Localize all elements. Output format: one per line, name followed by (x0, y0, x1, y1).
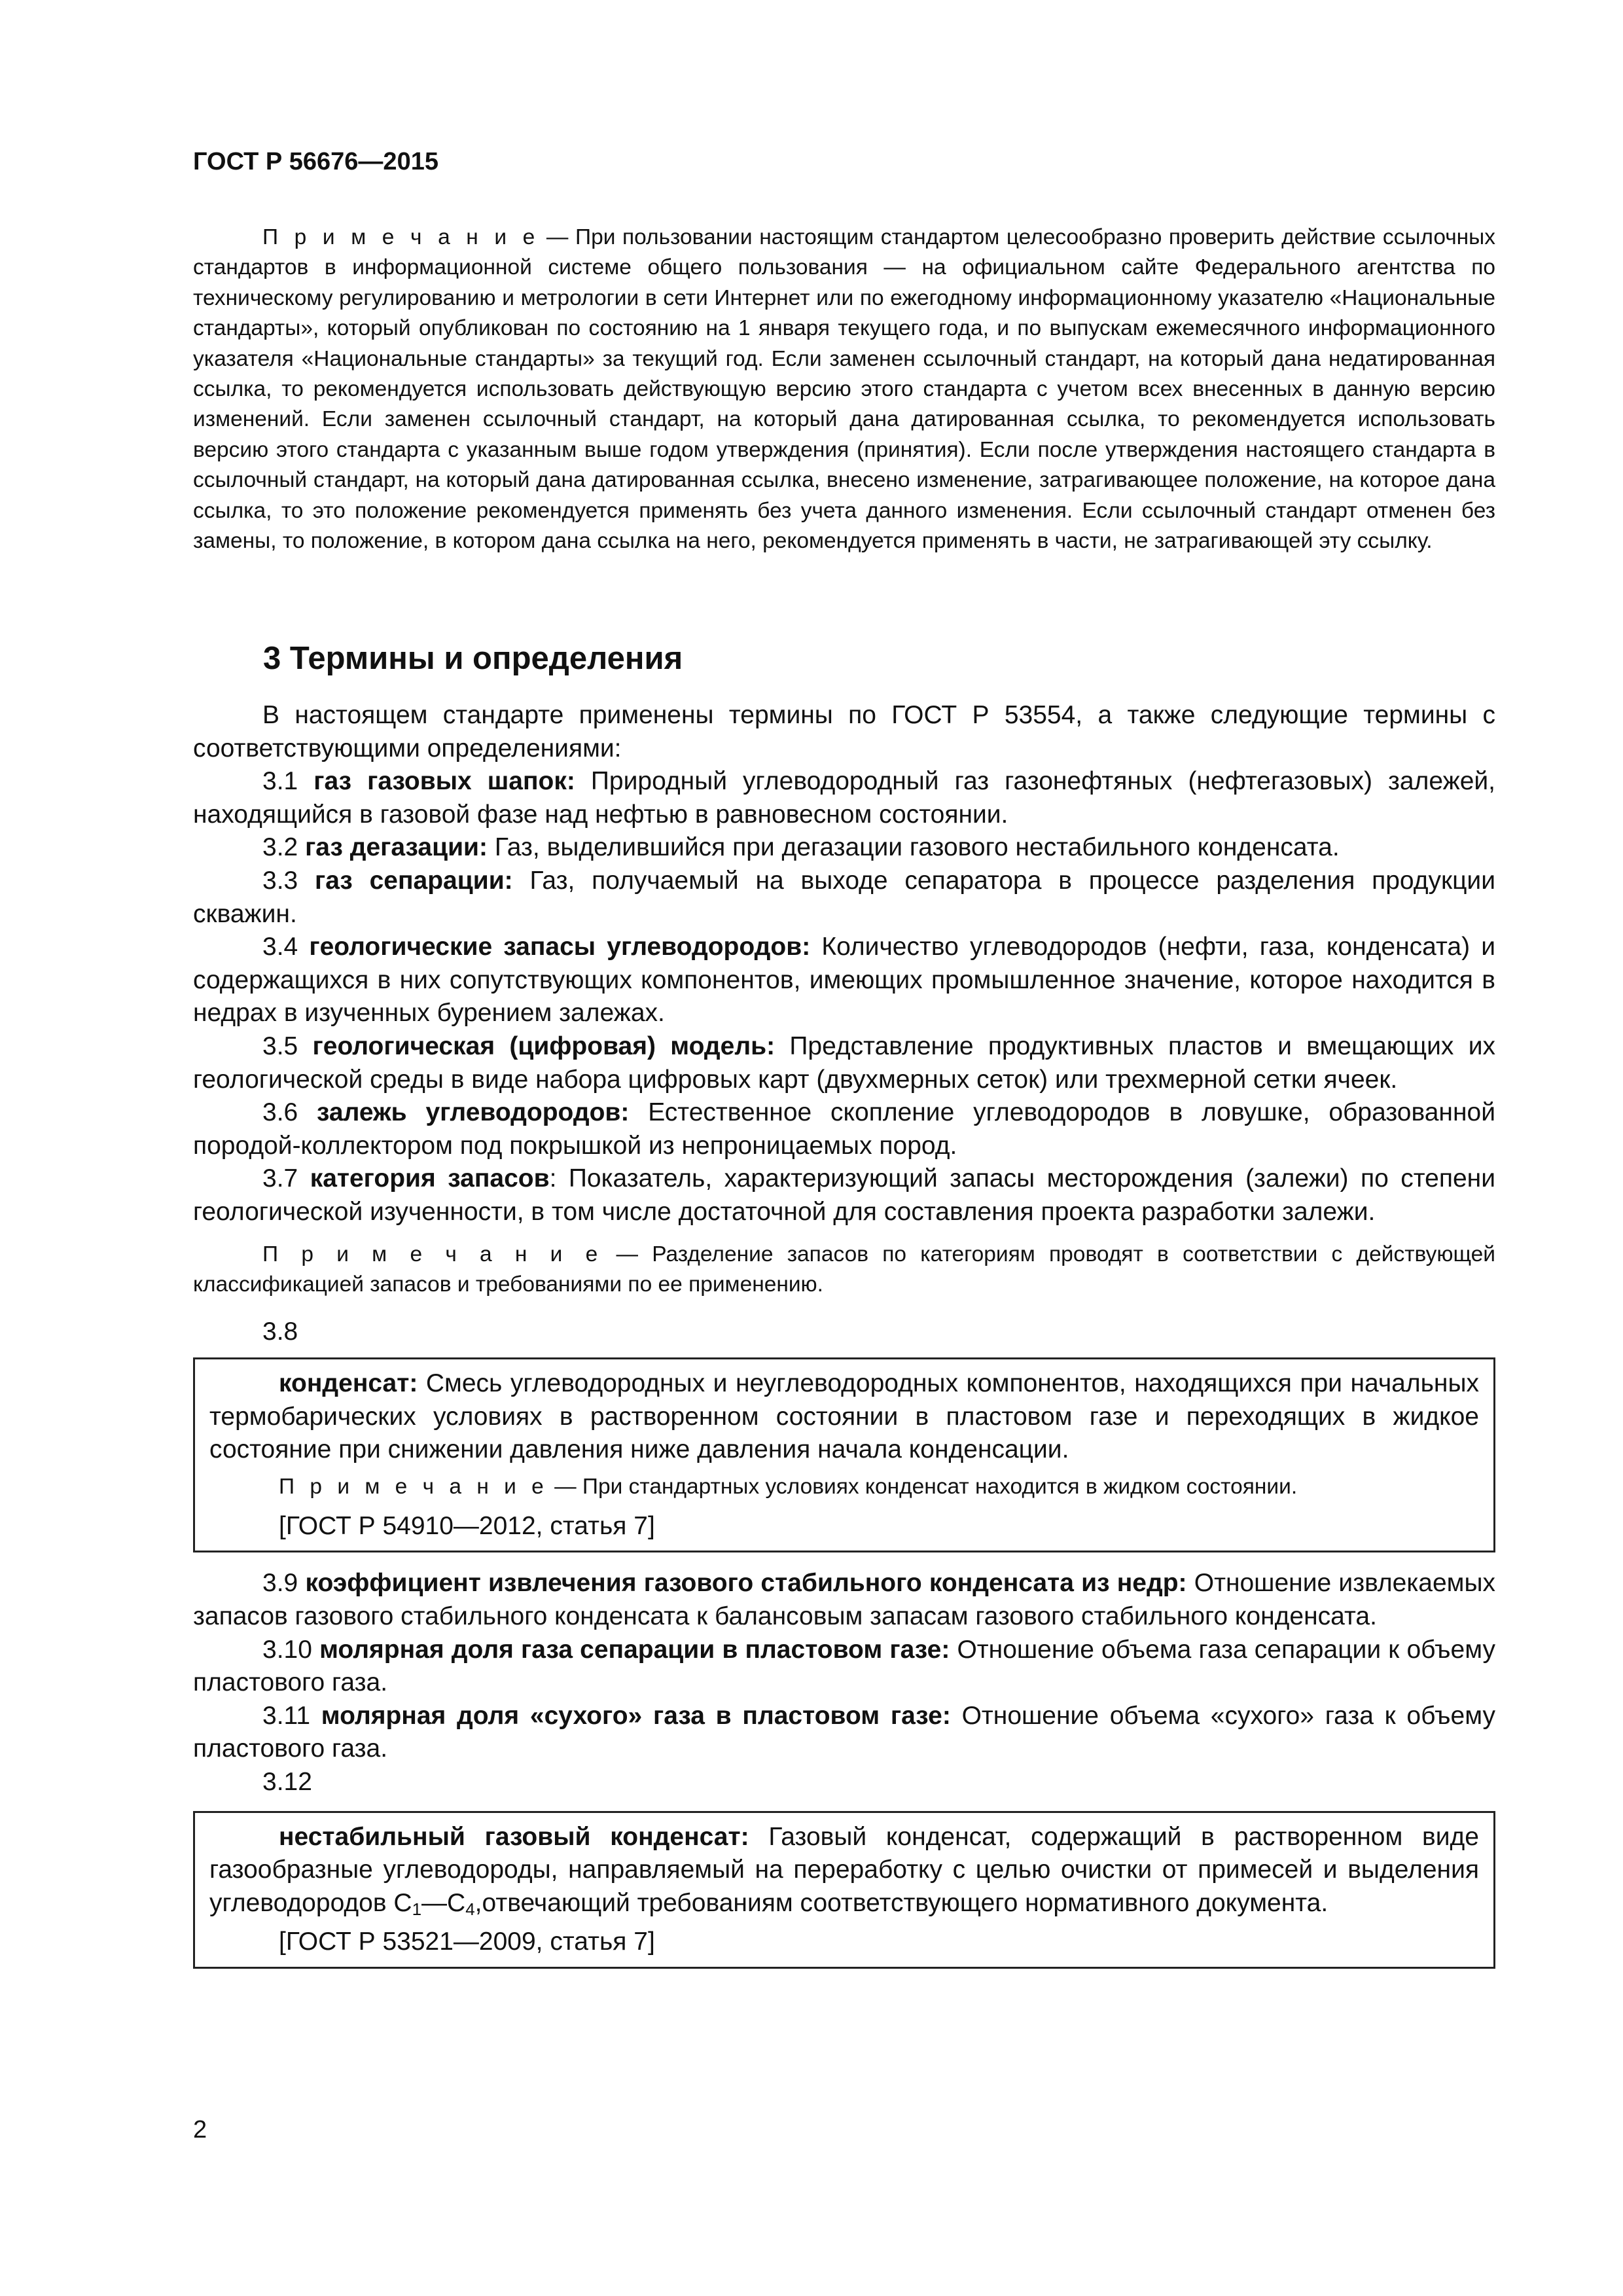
section-intro: В настоящем стандарте применены термины по ГОСТ Р 53554, а также следующие термины с соответствующими определениями: (193, 701, 1495, 762)
term-definition: Отношение объема «сухого» газа к объему пластового газа. (193, 1701, 1495, 1763)
term-name: газ газовых шапок: (313, 767, 575, 796)
term-name: коэффициент извлечения газового стабильного конденсата из недр: (305, 1569, 1187, 1598)
term-3-4 (193, 931, 1495, 1030)
term-name: нестабильный газовый конденсат: (279, 1822, 749, 1851)
term-definition: Газ, получаемый на выходе сепаратора в процессе разделения продукции скважин. (193, 866, 1495, 928)
term-definition: Природный углеводородный газ газонефтяных (нефтегазовых) залежей, находящийся в газовой фазе над нефтью в равновесном состоянии. (193, 767, 1496, 829)
term-3-3 (193, 865, 1495, 931)
term-3-12-reference: [ГОСТ Р 53521—2009, статья 7] (279, 1928, 655, 1956)
term-number: 3.3 (262, 866, 315, 895)
term-3-12 (209, 1821, 1479, 1926)
term-definition: Представление продуктивных пластов и вмещающих их геологической среды в виде набора цифровых карт (двухмерных сеток) или трехмерной сетки ячеек. (193, 1031, 1495, 1094)
term-number: 3.10 (262, 1635, 320, 1664)
term-3-8-note (209, 1472, 1479, 1502)
term-definition: Естественное скопление углеводородов в ловушке, образованной породой-коллектором под покрышкой из непроницаемых пород. (193, 1098, 1495, 1160)
term-definition: Отношение извлекаемых запасов газового стабильного конденсата к балансовым запасам газового стабильного конденсата. (193, 1569, 1495, 1631)
reference-note (193, 223, 1495, 556)
terms-body (193, 699, 1495, 1969)
term-definition: Смесь углеводородных и неуглеводородных компонентов, находящихся при начальных термобарических условиях в растворенном состоянии в пластовом газе и переходящих в жидкое состояние при снижении давления ниже давления начала конденсации. (209, 1369, 1479, 1464)
term-definition-end: ,отвечающий требованиям соответствующего нормативного документа. (474, 1888, 1329, 1917)
term-number: 3.1 (262, 767, 314, 796)
term-number: 3.4 (262, 933, 310, 961)
subscript: 4 (465, 1899, 475, 1919)
term-name: газ дегазации: (305, 833, 488, 862)
section-title: 3 Термины и определения (263, 641, 683, 676)
term-definition: Отношение объема газа сепарации к объему пластового газа. (193, 1635, 1495, 1697)
term-name: конденсат: (279, 1369, 418, 1398)
note-label: П р и м е ч а н и е (262, 1242, 603, 1266)
term-3-2 (193, 831, 1495, 865)
term-3-5 (193, 1030, 1495, 1096)
term-name: молярная доля «сухого» газа в пластовом газе: (321, 1701, 951, 1730)
term-3-12-number: 3.12 (262, 1768, 312, 1797)
term-3-9 (193, 1567, 1495, 1633)
term-name: газ сепарации: (315, 866, 513, 895)
note-label: П р и м е ч а н и е (279, 1474, 548, 1499)
note-text: — Разделение запасов по категориям проводят в соответствии с действующей классификацией запасов и требованиями по ее применению. (193, 1242, 1495, 1297)
term-name: залежь углеводородов: (317, 1098, 630, 1127)
term-number: 3.5 (262, 1031, 313, 1060)
term-definition: Газовый конденсат, содержащий в растворенном виде газообразные углеводороды, направляемый на переработку с целью очистки от примесей и выделения углеводородов С (209, 1822, 1479, 1917)
term-3-11 (193, 1700, 1495, 1766)
term-number: 3.9 (262, 1569, 306, 1598)
term-name: геологическая (цифровая) модель: (312, 1031, 776, 1060)
note-label: П р и м е ч а н и е (262, 225, 540, 249)
term-definition: : Показатель, характеризующий запасы месторождения (залежи) по степени геологической изученности, в том числе достаточной для составления проекта разработки залежи. (193, 1164, 1495, 1226)
note-text: — При стандартных условиях конденсат находится в жидком состоянии. (548, 1474, 1298, 1499)
term-name: молярная доля газа сепарации в пластовом газе: (319, 1635, 950, 1664)
term-3-10 (193, 1634, 1495, 1700)
term-3-12-box (193, 1811, 1495, 1969)
term-3-8 (209, 1367, 1479, 1467)
term-3-8-number: 3.8 (262, 1317, 298, 1346)
term-3-7-note (193, 1240, 1495, 1300)
page-number: 2 (193, 2116, 207, 2144)
note-text: — При пользовании настоящим стандартом целесообразно проверить действие ссылочных стандартов в информационной системе общего пользования — на официальном сайте Федерального агентства по техническому регулированию и метрологии в сети Интернет или по ежегодному информационному указателю «Национальные стандарты», который опубликован по состоянию на 1 января текущего года, и по выпускам ежемесячного информационного указателя «Национальные стандарты» за текущий год. Если заменен ссылочный стандарт, на который дана недатированная ссылка, то рекомендуется использовать действующую версию этого стандарта с учетом всех внесенных в данную версию изменений. Если заменен ссылочный стандарт, на который дана датированная ссылка, то рекомендуется использовать версию этого стандарта с указанным выше годом утверждения (принятия). Если после утверждения настоящего стандарта в ссылочный стандарт, на который дана датированная ссылка, внесено изменение, затрагивающее положение, на которое дана ссылка, то это положение рекомендуется применять без учета данного изменения. Если ссылочный стандарт отменен без замены, то положение, в котором дана ссылка на него, рекомендуется применять в части, не затрагивающей эту ссылку. (193, 225, 1495, 554)
subscript: 1 (412, 1899, 422, 1919)
term-3-7 (193, 1162, 1495, 1229)
term-3-6 (193, 1096, 1495, 1162)
term-name: геологические запасы углеводородов: (309, 933, 811, 961)
term-definition: Количество углеводородов (нефти, газа, конденсата) и содержащихся в них сопутствующих компонентов, имеющих промышленное значение, которое находится в недрах в изученных бурением залежах. (193, 933, 1495, 1028)
term-number: 3.6 (262, 1098, 317, 1127)
document-code-header: ГОСТ Р 56676—2015 (193, 148, 438, 175)
term-name: категория запасов (310, 1164, 550, 1193)
term-definition-dash: —С (421, 1888, 466, 1917)
term-3-1 (193, 765, 1495, 831)
term-number: 3.11 (262, 1701, 321, 1730)
term-3-8-reference: [ГОСТ Р 54910—2012, статья 7] (279, 1511, 655, 1540)
term-number: 3.7 (262, 1164, 310, 1193)
term-definition: Газ, выделившийся при дегазации газового нестабильного конденсата. (488, 833, 1340, 862)
term-number: 3.2 (262, 833, 306, 862)
term-3-8-box (193, 1357, 1495, 1552)
